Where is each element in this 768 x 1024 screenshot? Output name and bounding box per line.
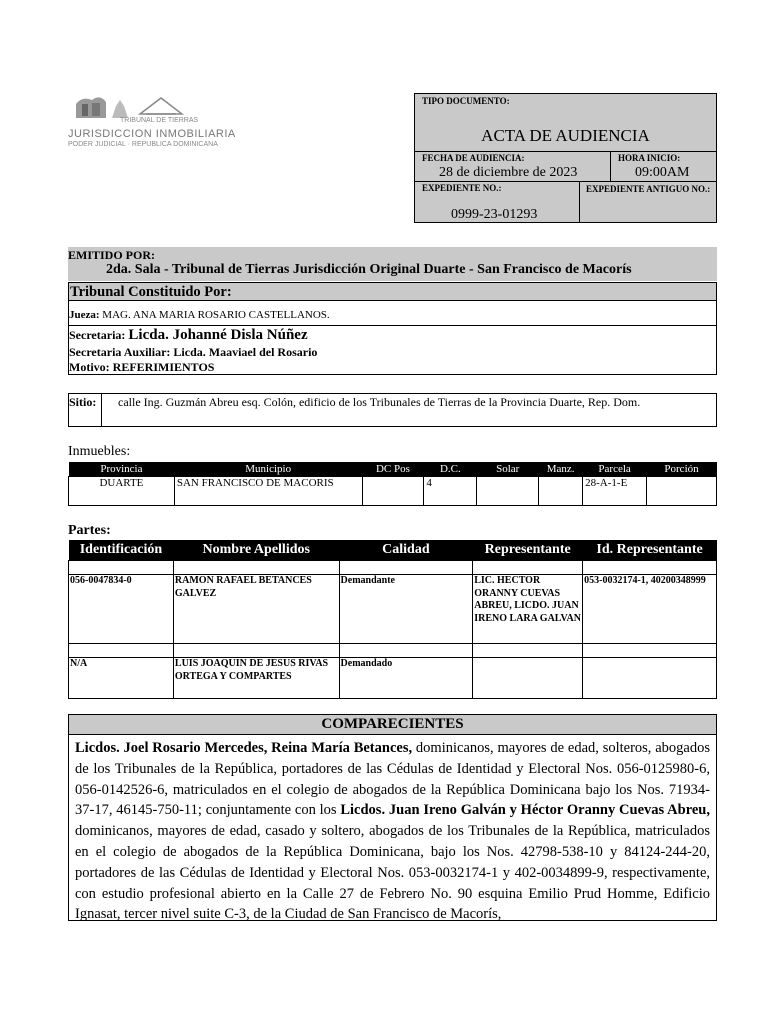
comparecientes-lawyers-2: Licdos. Juan Ireno Galván y Héctor Oranny Cuevas Abreu, — [340, 802, 710, 819]
table-row — [69, 658, 717, 699]
partes-cell-calidad: Demandante — [339, 575, 473, 644]
comparecientes-text-1: dominicanos, mayores de edad, solteros, abogados de los Tribunales de la República, portadores de las Cédulas de Identidad y Electoral Nos. 056-0125980-6, 056-0142526-6, matriculados en el colegio de abogados de la República Dominicana bajo los Nos. 71934-37-17, 46145-750-11; conjuntamente con los — [75, 740, 710, 819]
partes-header-row — [69, 540, 717, 561]
inm-header-solar: Solar — [477, 462, 539, 477]
sitio-value: calle Ing. Guzmán Abreu esq. Colón, edificio de los Tribunales de Tierras de la Provincia Duarte, Rep. Dom. — [118, 395, 641, 409]
partes-cell-nombre: LUIS JOAQUIN DE JESUS RIVAS ORTEGA Y COMPARTES — [173, 658, 339, 699]
inm-header-provincia: Provincia — [69, 462, 175, 477]
inm-header-parcela: Parcela — [583, 462, 647, 477]
logo-line3: PODER JUDICIAL · REPUBLICA DOMINICANA — [68, 141, 218, 148]
motivo-label: Motivo: — [69, 360, 110, 374]
expediente-label: EXPEDIENTE NO.: — [422, 183, 502, 193]
jueza-line — [69, 309, 330, 321]
secretaria-value: Licda. Johanné Disla Núñez — [128, 327, 308, 343]
partes-header-identificacion: Identificación — [69, 540, 174, 561]
inm-cell-dc: 4 — [424, 477, 477, 506]
table-row-spacer — [69, 561, 717, 575]
partes-cell-representante: LIC. HECTOR ORANNY CUEVAS ABREU, LICDO. JUAN IRENO LARA GALVAN — [473, 575, 583, 644]
emitido-por-value: 2da. Sala - Tribunal de Tierras Jurisdicción Original Duarte - San Francisco de Macorís — [106, 262, 632, 277]
inm-header-dcpos: DC Pos — [362, 462, 424, 477]
fecha-audiencia-value: 28 de diciembre de 2023 — [439, 165, 578, 180]
inm-cell-solar — [477, 477, 539, 506]
hora-inicio-value: 09:00AM — [635, 165, 690, 180]
fecha-audiencia-label: FECHA DE AUDIENCIA: — [422, 153, 525, 163]
partes-cell-identificacion: N/A — [69, 658, 174, 699]
table-row — [69, 575, 717, 644]
tipo-documento-label: TIPO DOCUMENTO: — [422, 96, 510, 106]
inm-cell-parcela: 28-A-1-E — [583, 477, 647, 506]
partes-table — [68, 540, 717, 699]
hora-inicio-label: HORA INICIO: — [618, 153, 681, 163]
inm-cell-porcion — [647, 477, 717, 506]
inmuebles-table — [68, 462, 717, 506]
tribunal-logo — [68, 92, 238, 154]
partes-cell-id-representante — [583, 658, 717, 699]
comparecientes-text — [69, 735, 716, 925]
table-row — [69, 477, 717, 506]
table-row-spacer — [69, 644, 717, 658]
partes-cell-nombre: RAMON RAFAEL BETANCES GALVEZ — [173, 575, 339, 644]
secretaria-auxiliar-line — [69, 345, 317, 360]
sitio-label: Sitio: — [69, 395, 97, 409]
inmuebles-header-row — [69, 462, 717, 477]
emitido-por-label: EMITIDO POR: — [68, 248, 155, 262]
expediente-antiguo-label: EXPEDIENTE ANTIGUO NO.: — [586, 184, 711, 194]
inm-cell-provincia: DUARTE — [69, 477, 175, 506]
tribunal-section — [68, 282, 717, 375]
secretaria-line — [69, 327, 308, 344]
comparecientes-title: COMPARECIENTES — [69, 715, 716, 735]
partes-cell-identificacion: 056-0047834-0 — [69, 575, 174, 644]
inm-header-porcion: Porción — [647, 462, 717, 477]
secretaria-auxiliar-value: Licda. Maaviael del Rosario — [173, 345, 318, 359]
partes-header-representante: Representante — [473, 540, 583, 561]
motivo-line — [69, 360, 214, 375]
partes-header-id-representante: Id. Representante — [583, 540, 717, 561]
comparecientes-section — [68, 714, 717, 921]
document-header-box — [414, 93, 717, 223]
inmuebles-title: Inmuebles: — [68, 444, 131, 459]
inm-cell-municipio: SAN FRANCISCO DE MACORIS — [174, 477, 362, 506]
partes-header-nombre: Nombre Apellidos — [173, 540, 339, 561]
tribunal-title: Tribunal Constituido Por: — [69, 283, 716, 301]
tipo-documento-value: ACTA DE AUDIENCIA — [481, 126, 650, 145]
partes-header-calidad: Calidad — [339, 540, 473, 561]
inm-cell-dcpos — [362, 477, 424, 506]
partes-cell-representante — [473, 658, 583, 699]
inm-header-dc: D.C. — [424, 462, 477, 477]
inm-header-municipio: Municipio — [174, 462, 362, 477]
jueza-label: Jueza: — [69, 309, 100, 321]
inm-header-manz: Manz. — [539, 462, 583, 477]
expediente-value: 0999-23-01293 — [451, 207, 538, 222]
emitido-por-section — [68, 247, 717, 281]
logo-line2: JURISDICCION INMOBILIARIA — [68, 128, 236, 140]
building-icon — [138, 94, 184, 118]
secretaria-auxiliar-label: Secretaria Auxiliar: — [69, 345, 171, 359]
inm-cell-manz — [539, 477, 583, 506]
sitio-section — [68, 393, 717, 427]
partes-cell-calidad: Demandado — [339, 658, 473, 699]
motivo-value: REFERIMIENTOS — [112, 360, 215, 374]
partes-title: Partes: — [68, 523, 111, 538]
comparecientes-lawyers-1: Licdos. Joel Rosario Mercedes, Reina María Betances, — [75, 740, 413, 756]
comparecientes-text-2: dominicanos, mayores de edad, casado y soltero, abogados de los Tribunales de la República, matriculados en el colegio de abogados de la República Dominicana, bajo los Nos. 42798-538-10 y 84124-244-20, portadores de las Cédulas de Identidad y Electoral Nos. 053-0032174-1 y 402-0034899-9, respectivamente, con estudio profesional abierto en la Calle 27 de Febrero No. 90 esquina Emilio Prud Homme, Edificio Ignasat, tercer nivel suite C-3, de la Ciudad de San Francisco de Macorís, — [75, 823, 710, 923]
jueza-value: MAG. ANA MARIA ROSARIO CASTELLANOS. — [102, 309, 330, 321]
logo-line1: TRIBUNAL DE TIERRAS — [120, 117, 199, 124]
secretaria-label: Secretaria: — [69, 328, 126, 342]
partes-cell-id-representante: 053-0032174-1, 40200348999 — [583, 575, 717, 644]
